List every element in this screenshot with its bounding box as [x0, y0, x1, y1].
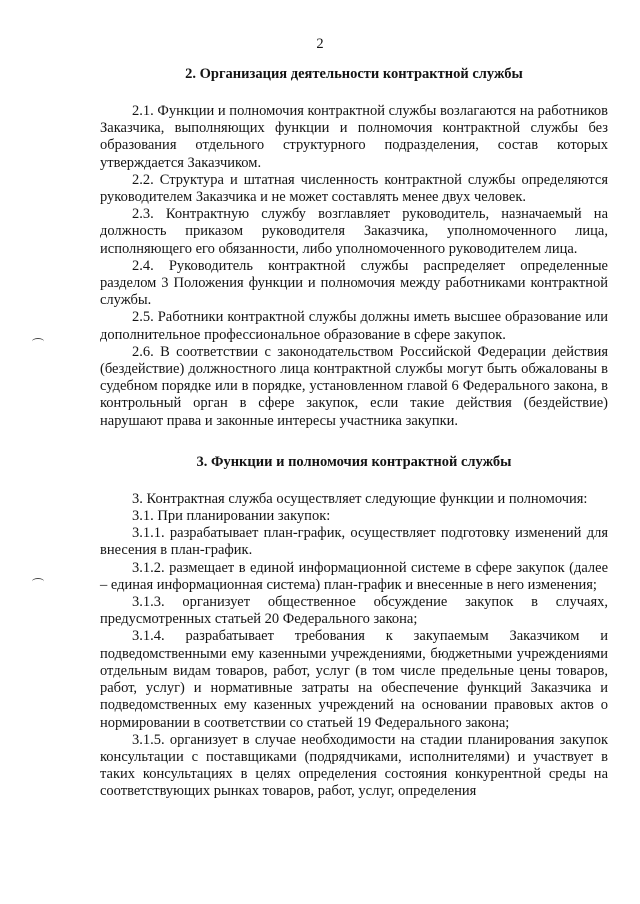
paragraph-3-1-2: 3.1.2. размещает в единой информационной системе в сфере закупок (далее – единая информационная система) план-график и внесенные в него изменения;: [100, 559, 608, 593]
section-3: [100, 454, 608, 801]
section-heading: 2. Организация деятельности контрактной службы: [185, 66, 523, 82]
paragraph-2-5: 2.5. Работники контрактной службы должны иметь высшее образование или дополнительное профессиональное образование в сфере закупок.: [100, 309, 608, 343]
paragraph-3-1-4: 3.1.4. разрабатывает требования к закупаемым Заказчиком и подведомственными ему казенными учреждениями, бюджетными учреждениями отдельным видам товаров, работ, услуг (в том числе предельные цены товаров, работ, услуг) и нормативные затраты на обеспечение функций Заказчика и подведомственных ему казенных учреждений на основании правовых актов о нормировании в соответствии со статьей 19 Федерального закона;: [100, 628, 608, 731]
scan-artifact-mark: [32, 338, 44, 345]
paragraph-3-1-3: 3.1.3. организует общественное обсуждение закупок в случаях, предусмотренных статьей 20 Федерального закона;: [100, 594, 608, 628]
paragraph-2-4: 2.4. Руководитель контрактной службы распределяет определенные разделом 3 Положения функции и полномочия между работниками контрактной службы.: [100, 257, 608, 309]
paragraph-2-2: 2.2. Структура и штатная численность контрактной службы определяются руководителем Заказчика и не может составлять менее двух человек.: [100, 171, 608, 206]
paragraph-3: 3. Контрактная служба осуществляет следующие функции и полномочия:: [132, 490, 588, 507]
page-number: 2: [316, 36, 324, 52]
document-body: [100, 66, 608, 801]
paragraph-3-1: 3.1. При планировании закупок:: [132, 508, 331, 525]
section-heading: 3. Функции и полномочия контрактной службы: [196, 453, 512, 470]
paragraph-3-1-5: 3.1.5. организует в случае необходимости на стадии планирования закупок консультации с поставщиками (подрядчиками, исполнителями) и участвует в таких консультациях в целях определения состояния конкурентной среды на соответствующих рынках товаров, работ, услуг, определения: [100, 731, 608, 800]
section-2: [100, 66, 608, 430]
paragraph-3-1-1: 3.1.1. разрабатывает план-график, осуществляет подготовку изменений для внесения в план-график.: [100, 525, 608, 559]
paragraph-2-3: 2.3. Контрактную службу возглавляет руководитель, назначаемый на должность приказом руководителя Заказчика, уполномоченного лица, исполняющего его обязанности, либо уполномоченного руководителем лица.: [100, 206, 608, 257]
paragraph-2-6: 2.6. В соответствии с законодательством Российской Федерации действия (бездействие) должностного лица контрактной службы могут быть обжалованы в судебном порядке или в порядке, установленном главой 6 Федерального закона, в контрольный орган в сфере закупок, если такие действия (бездействие) нарушают права и законные интересы участника закупки.: [100, 343, 608, 429]
scan-artifact-mark: [32, 578, 44, 585]
paragraph-2-1: 2.1. Функции и полномочия контрактной службы возлагаются на работников Заказчика, выполняющих функции и полномочия контрактной службы без образования отдельного структурного подразделения, состав которых утверждается Заказчиком.: [100, 103, 608, 171]
